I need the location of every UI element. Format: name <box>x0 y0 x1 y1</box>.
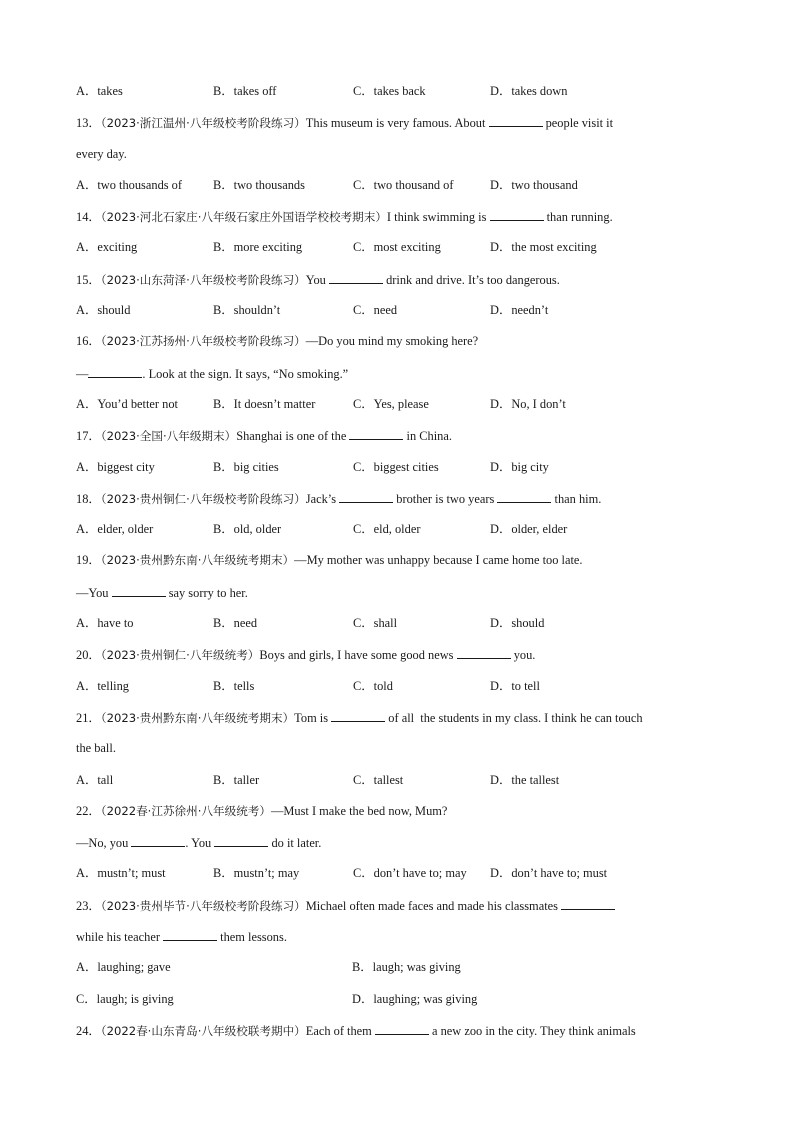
q19-option-c[interactable]: C．shall <box>353 616 398 631</box>
stem-text: —My mother was unhappy because I came home too late. <box>294 553 583 568</box>
q21-option-b[interactable]: B．taller <box>213 772 260 787</box>
q22-stem-line2 <box>76 832 726 863</box>
stem-text: I think swimming is <box>386 210 490 225</box>
q12-options <box>76 81 726 112</box>
question-source: （2023·贵州黔东南·八年级统考期末） <box>100 710 295 725</box>
q12-option-c[interactable]: C．takes back <box>353 84 426 98</box>
q23-option-a[interactable]: A．laughing; gave <box>76 960 171 975</box>
q17-stem <box>76 425 726 456</box>
q18-stem <box>76 488 726 519</box>
q23-stem-line2 <box>76 926 726 957</box>
question-number: 14． <box>76 210 101 225</box>
answer-blank[interactable] <box>497 488 551 503</box>
q22-stem <box>76 801 726 832</box>
answer-blank[interactable] <box>489 112 543 127</box>
q14-option-b[interactable]: B．more exciting <box>213 240 303 255</box>
q21-option-c[interactable]: C．tallest <box>353 772 404 787</box>
q18-option-d[interactable]: D．older, elder <box>490 522 568 537</box>
stem-text: Boys and girls, I have some good news <box>259 648 457 663</box>
q20-stem <box>76 644 726 675</box>
q19-option-b[interactable]: B．need <box>213 616 258 631</box>
answer-blank[interactable] <box>131 832 185 847</box>
question-source: （2023·江苏扬州·八年级校考阶段练习） <box>100 334 306 349</box>
q21-option-a[interactable]: A．tall <box>76 772 114 787</box>
q13-option-a[interactable]: A．two thousands of <box>76 177 183 192</box>
q17-option-b[interactable]: B．big cities <box>213 459 279 474</box>
question-source: （2022春·江苏徐州·八年级统考） <box>100 803 271 818</box>
question-source: （2023·贵州黔东南·八年级统考期末） <box>100 553 295 568</box>
answer-blank[interactable] <box>561 895 615 910</box>
q18-option-a[interactable]: A．elder, older <box>76 522 154 537</box>
q23-option-b[interactable]: B．laugh; was giving <box>352 960 461 975</box>
question-number: 20． <box>76 648 101 663</box>
stem-text: of all the students in my class. I think he can touch <box>385 710 643 725</box>
q20-options <box>76 676 726 707</box>
stem-text: . Look at the sign. It says, “No smoking.” <box>142 366 349 381</box>
q19-option-a[interactable]: A．have to <box>76 616 134 631</box>
q22-options <box>76 863 726 894</box>
question-source: （2023·浙江温州·八年级校考阶段练习） <box>100 116 306 131</box>
question-source: （2023·贵州铜仁·八年级校考阶段练习） <box>100 491 306 506</box>
answer-blank[interactable] <box>375 1020 429 1035</box>
q16-stem-line2 <box>76 363 726 394</box>
q21-options <box>76 770 726 801</box>
question-source: （2023·山东菏泽·八年级校考阶段练习） <box>100 272 306 287</box>
q13-option-d[interactable]: D．two thousand <box>490 177 578 192</box>
q14-option-a[interactable]: A．exciting <box>76 240 138 255</box>
q16-option-c[interactable]: C．Yes, please <box>353 396 429 411</box>
question-number: 16． <box>76 334 101 349</box>
answer-blank[interactable] <box>329 269 383 284</box>
q23-option-c[interactable]: C．laugh; is giving <box>76 991 174 1006</box>
question-number: 21． <box>76 710 101 725</box>
stem-text: —Must I make the bed now, Mum? <box>270 803 448 818</box>
q14-stem <box>76 206 726 237</box>
question-number: 22． <box>76 803 101 818</box>
q13-options <box>76 175 726 206</box>
stem-text: while his teacher <box>76 930 164 945</box>
q14-options <box>76 237 726 268</box>
stem-text: than him. <box>551 491 602 506</box>
q18-option-b[interactable]: B．old, older <box>213 522 282 537</box>
q17-options <box>76 457 726 488</box>
answer-blank[interactable] <box>490 206 544 221</box>
q15-option-c[interactable]: C．need <box>353 303 398 318</box>
q22-option-c[interactable]: C．don’t have to; may <box>353 866 467 881</box>
stem-text: brother is two years <box>393 491 498 506</box>
q17-option-c[interactable]: C．biggest cities <box>353 459 439 474</box>
answer-blank[interactable] <box>331 707 385 722</box>
q23-options-row2 <box>76 989 726 1020</box>
q20-option-a[interactable]: A．telling <box>76 678 129 693</box>
q15-option-d[interactable]: D．needn’t <box>490 303 549 318</box>
q12-option-d[interactable]: D．takes down <box>490 84 568 98</box>
q20-option-c[interactable]: C．told <box>353 678 393 693</box>
q18-options <box>76 519 726 550</box>
question-source: （2023·贵州铜仁·八年级统考） <box>100 648 260 663</box>
stem-text: a new zoo in the city. They think animals <box>428 1023 636 1038</box>
answer-blank[interactable] <box>349 425 403 440</box>
q23-options-row1 <box>76 957 726 988</box>
stem-text: in China. <box>403 429 452 444</box>
stem-text: —You <box>76 585 112 600</box>
answer-blank[interactable] <box>112 582 166 597</box>
q13-stem-cont: every day. <box>76 146 127 161</box>
q16-stem <box>76 331 726 362</box>
stem-text: This museum is very famous. About <box>305 116 489 131</box>
q15-options <box>76 300 726 331</box>
q13-stem <box>76 112 726 143</box>
q23-stem <box>76 895 726 926</box>
answer-blank[interactable] <box>457 644 511 659</box>
q20-option-b[interactable]: B．tells <box>213 678 255 693</box>
question-source: （2023·贵州毕节·八年级校考阶段练习） <box>100 898 306 913</box>
question-source: （2022春·山东青岛·八年级校联考期中） <box>100 1023 306 1038</box>
q15-option-a[interactable]: A．should <box>76 303 131 318</box>
q17-option-a[interactable]: A．biggest city <box>76 459 155 474</box>
q21-stem <box>76 707 726 738</box>
q22-option-d[interactable]: D．don’t have to; must <box>490 866 608 881</box>
stem-text: Each of them <box>305 1023 375 1038</box>
stem-text: them lessons. <box>217 930 287 945</box>
q14-option-d[interactable]: D．the most exciting <box>490 240 597 255</box>
stem-text: people visit it <box>542 116 614 131</box>
question-number: 24． <box>76 1023 101 1038</box>
q22-option-a[interactable]: A．mustn’t; must <box>76 866 166 881</box>
q19-options <box>76 613 726 644</box>
q14-option-c[interactable]: C．most exciting <box>353 240 441 255</box>
stem-text: . You <box>185 836 215 851</box>
question-number: 19． <box>76 553 101 568</box>
q19-stem-line2 <box>76 582 726 613</box>
q15-stem <box>76 269 726 300</box>
question-sheet <box>76 81 726 1051</box>
answer-blank[interactable] <box>339 488 393 503</box>
answer-blank[interactable] <box>163 926 217 941</box>
q12-option-a[interactable]: A．takes <box>76 84 123 98</box>
q20-option-d[interactable]: D．to tell <box>490 678 540 693</box>
q21-option-d[interactable]: D．the tallest <box>490 772 560 787</box>
q13-option-b[interactable]: B．two thousands <box>213 177 305 192</box>
q19-option-d[interactable]: D．should <box>490 616 545 631</box>
q13-option-c[interactable]: C．two thousand of <box>353 177 454 192</box>
stem-text: Tom is <box>294 710 332 725</box>
q24-stem <box>76 1020 726 1051</box>
question-number: 13． <box>76 116 101 131</box>
stem-text: —Do you mind my smoking here? <box>305 334 479 349</box>
q19-stem <box>76 550 726 581</box>
question-number: 17． <box>76 429 101 444</box>
question-number: 18． <box>76 491 101 506</box>
q16-option-b[interactable]: B．It doesn’t matter <box>213 396 316 411</box>
q12-option-b[interactable]: B．takes off <box>213 84 277 98</box>
q21-stem-cont: the ball. <box>76 741 116 756</box>
q16-option-a[interactable]: A．You’d better not <box>76 396 178 411</box>
stem-text: Jack’s <box>305 491 340 506</box>
q17-option-d[interactable]: D．big city <box>490 459 549 474</box>
stem-text: Shanghai is one of the <box>236 429 350 444</box>
stem-text: Michael often made faces and made his classmates <box>305 898 562 913</box>
stem-text: than running. <box>543 210 613 225</box>
q22-option-b[interactable]: B．mustn’t; may <box>213 866 300 881</box>
question-source: （2023·全国·八年级期末） <box>100 429 237 444</box>
stem-text: You <box>305 272 329 287</box>
q15-option-b[interactable]: B．shouldn’t <box>213 303 281 318</box>
stem-text: —No, you <box>76 836 132 851</box>
question-source: （2023·河北石家庄·八年级石家庄外国语学校校考期末） <box>100 210 387 225</box>
question-number: 23． <box>76 898 101 913</box>
q16-options <box>76 394 726 425</box>
answer-blank[interactable] <box>88 363 142 378</box>
q16-option-d[interactable]: D．No, I don’t <box>490 396 566 411</box>
q23-option-d[interactable]: D．laughing; was giving <box>352 991 478 1006</box>
stem-text: you. <box>510 648 536 663</box>
answer-blank[interactable] <box>214 832 268 847</box>
q18-option-c[interactable]: C．eld, older <box>353 522 421 537</box>
stem-text: do it later. <box>268 836 322 851</box>
stem-text: say sorry to her. <box>165 585 248 600</box>
stem-text: drink and drive. It’s too dangerous. <box>382 272 560 287</box>
question-number: 15． <box>76 272 101 287</box>
stem-text: — <box>76 366 89 381</box>
